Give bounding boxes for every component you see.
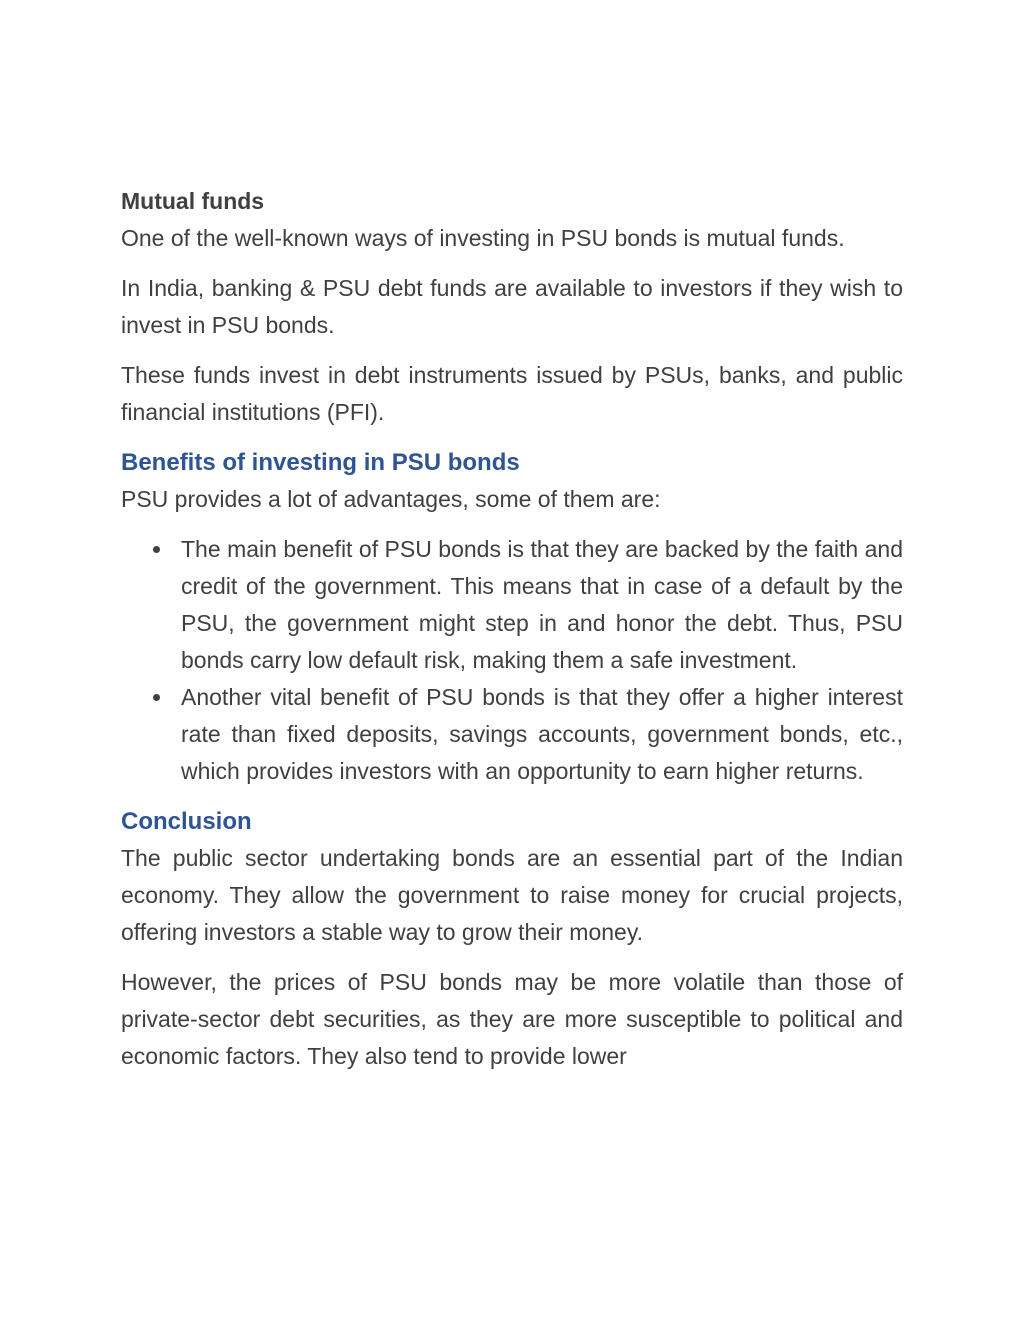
mutual-funds-paragraph-3: These funds invest in debt instruments issued by PSUs, banks, and public financial institutions (PFI).: [121, 362, 903, 425]
benefits-list-item-text: The main benefit of PSU bonds is that they are backed by the faith and credit of the government. This means that in case of a default by the PSU, the government might step in and honor the debt. Thus, PSU bonds carry low default risk, making them a safe investment.: [181, 536, 903, 673]
conclusion-paragraph-2: However, the prices of PSU bonds may be more volatile than those of private-sector debt securities, as they are more susceptible to political and economic factors. They also tend to provide lower: [121, 969, 903, 1069]
benefits-list-item-text: Another vital benefit of PSU bonds is that they offer a higher interest rate than fixed deposits, savings accounts, government bonds, etc., which provides investors with an opportunity to earn higher returns.: [181, 684, 903, 784]
benefits-list: [121, 531, 903, 790]
conclusion-paragraph-1: The public sector undertaking bonds are an essential part of the Indian economy. They allow the government to raise money for crucial projects, offering investors a stable way to grow their money.: [121, 845, 903, 945]
benefits-list-item: [121, 531, 903, 679]
document-page: [121, 183, 903, 1088]
mutual-funds-paragraph-2: In India, banking & PSU debt funds are available to investors if they wish to invest in PSU bonds.: [121, 275, 903, 338]
mutual-funds-heading: Mutual funds: [121, 188, 265, 214]
benefits-intro: PSU provides a lot of advantages, some of them are:: [121, 486, 661, 512]
bullet-icon: [153, 546, 160, 553]
mutual-funds-paragraph-1: One of the well-known ways of investing in PSU bonds is mutual funds.: [121, 225, 845, 251]
benefits-heading: Benefits of investing in PSU bonds: [121, 449, 520, 476]
conclusion-heading: Conclusion: [121, 808, 252, 835]
benefits-list-item: [121, 679, 903, 790]
bullet-icon: [153, 694, 160, 701]
